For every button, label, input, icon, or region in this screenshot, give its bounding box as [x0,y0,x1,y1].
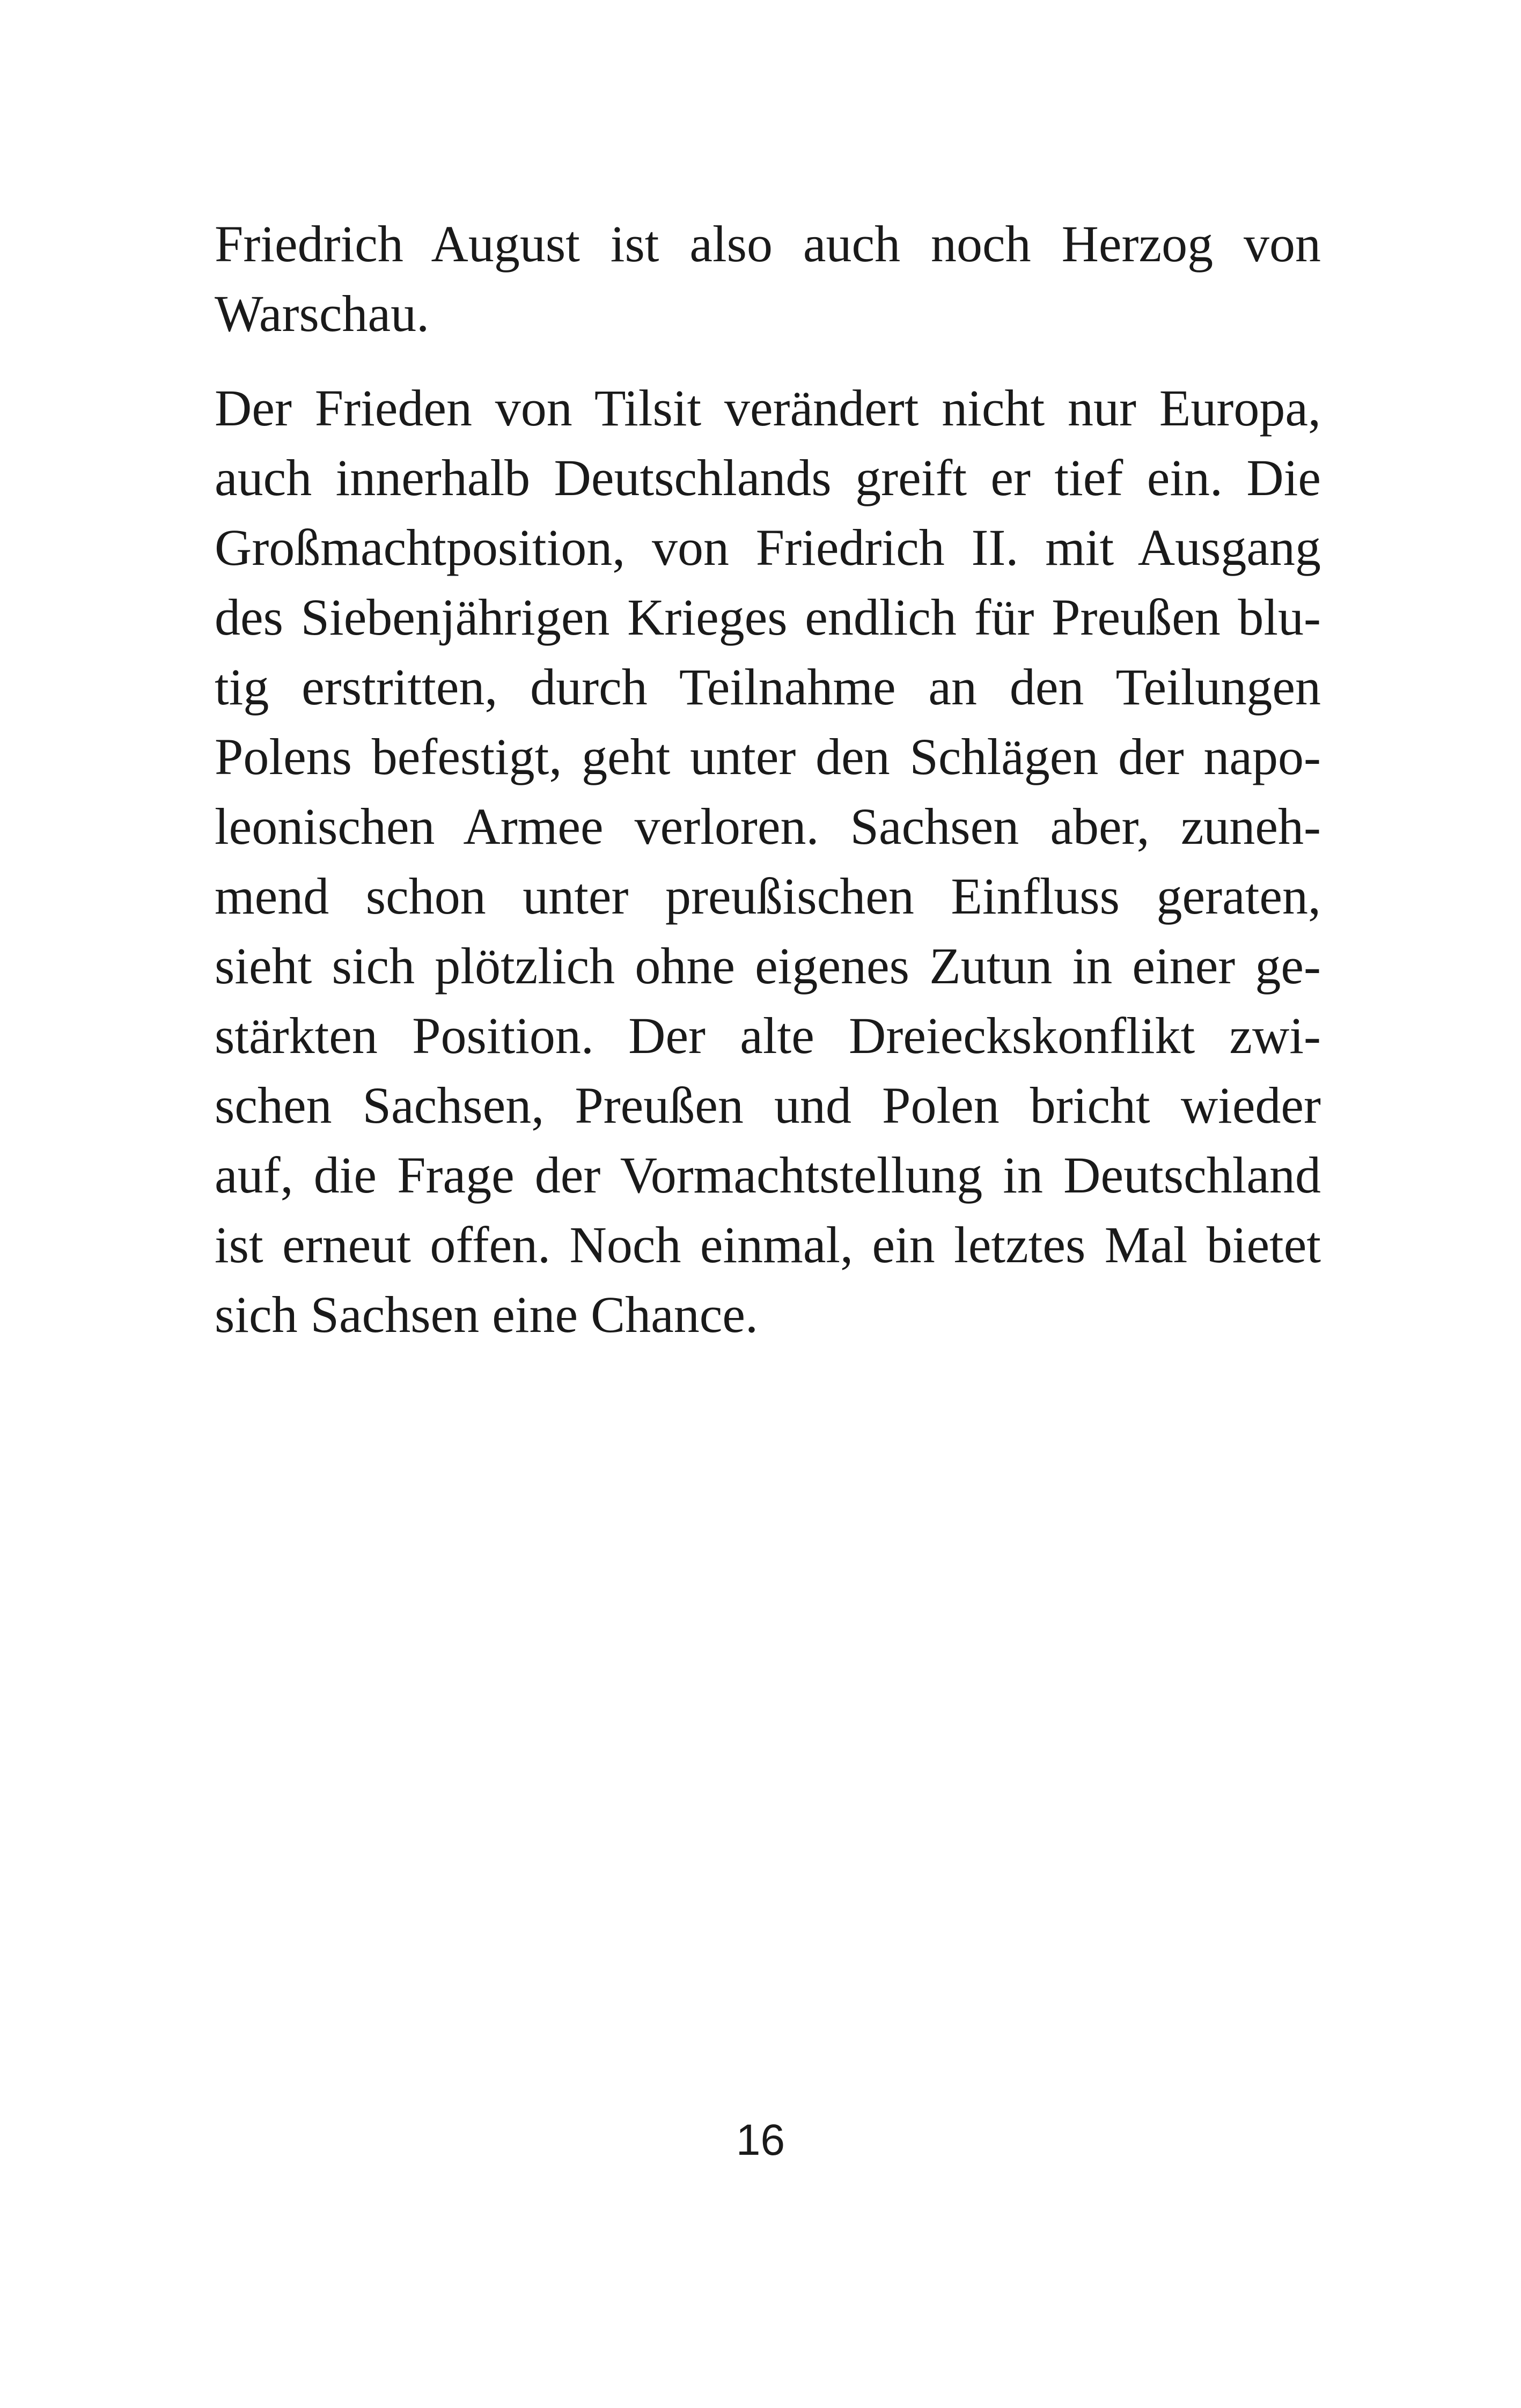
text-line: Polens befestigt, geht unter den Schlägen der napo- [215,728,1321,785]
body-text [215,209,1321,1350]
text-line: Großmachtposition, von Friedrich II. mit Ausgang [215,519,1321,576]
text-line: auch innerhalb Deutschlands greift er tief ein. Die [215,449,1321,506]
paragraph-gap [215,349,1321,373]
paragraph-2 [215,373,1321,1350]
text-line: stärkten Position. Der alte Dreieckskonflikt zwi- [215,1007,1321,1064]
text-line: mend schon unter preußischen Einfluss geraten, [215,867,1321,925]
text-line: leonischen Armee verloren. Sachsen aber, zuneh- [215,798,1321,855]
text-line: ist erneut offen. Noch einmal, ein letztes Mal bietet [215,1216,1321,1273]
paragraph-1 [215,209,1321,349]
page-number: 16 [736,2116,785,2164]
text-line: sieht sich plötzlich ohne eigenes Zutun in einer ge- [215,937,1321,995]
text-line: Der Frieden von Tilsit verändert nicht nur Europa, [215,379,1321,437]
text-line: des Siebenjährigen Krieges endlich für Preußen blu- [215,588,1321,646]
text-line: sich Sachsen eine Chance. [215,1286,758,1343]
text-line: schen Sachsen, Preußen und Polen bricht wieder [215,1077,1321,1134]
text-line: tig erstritten, durch Teilnahme an den Teilungen [215,658,1321,716]
text-line: auf, die Frage der Vormachtstellung in Deutschland [215,1146,1321,1204]
text-line: Warschau. [215,285,430,342]
text-line: Friedrich August ist also auch noch Herzog von [215,215,1321,273]
